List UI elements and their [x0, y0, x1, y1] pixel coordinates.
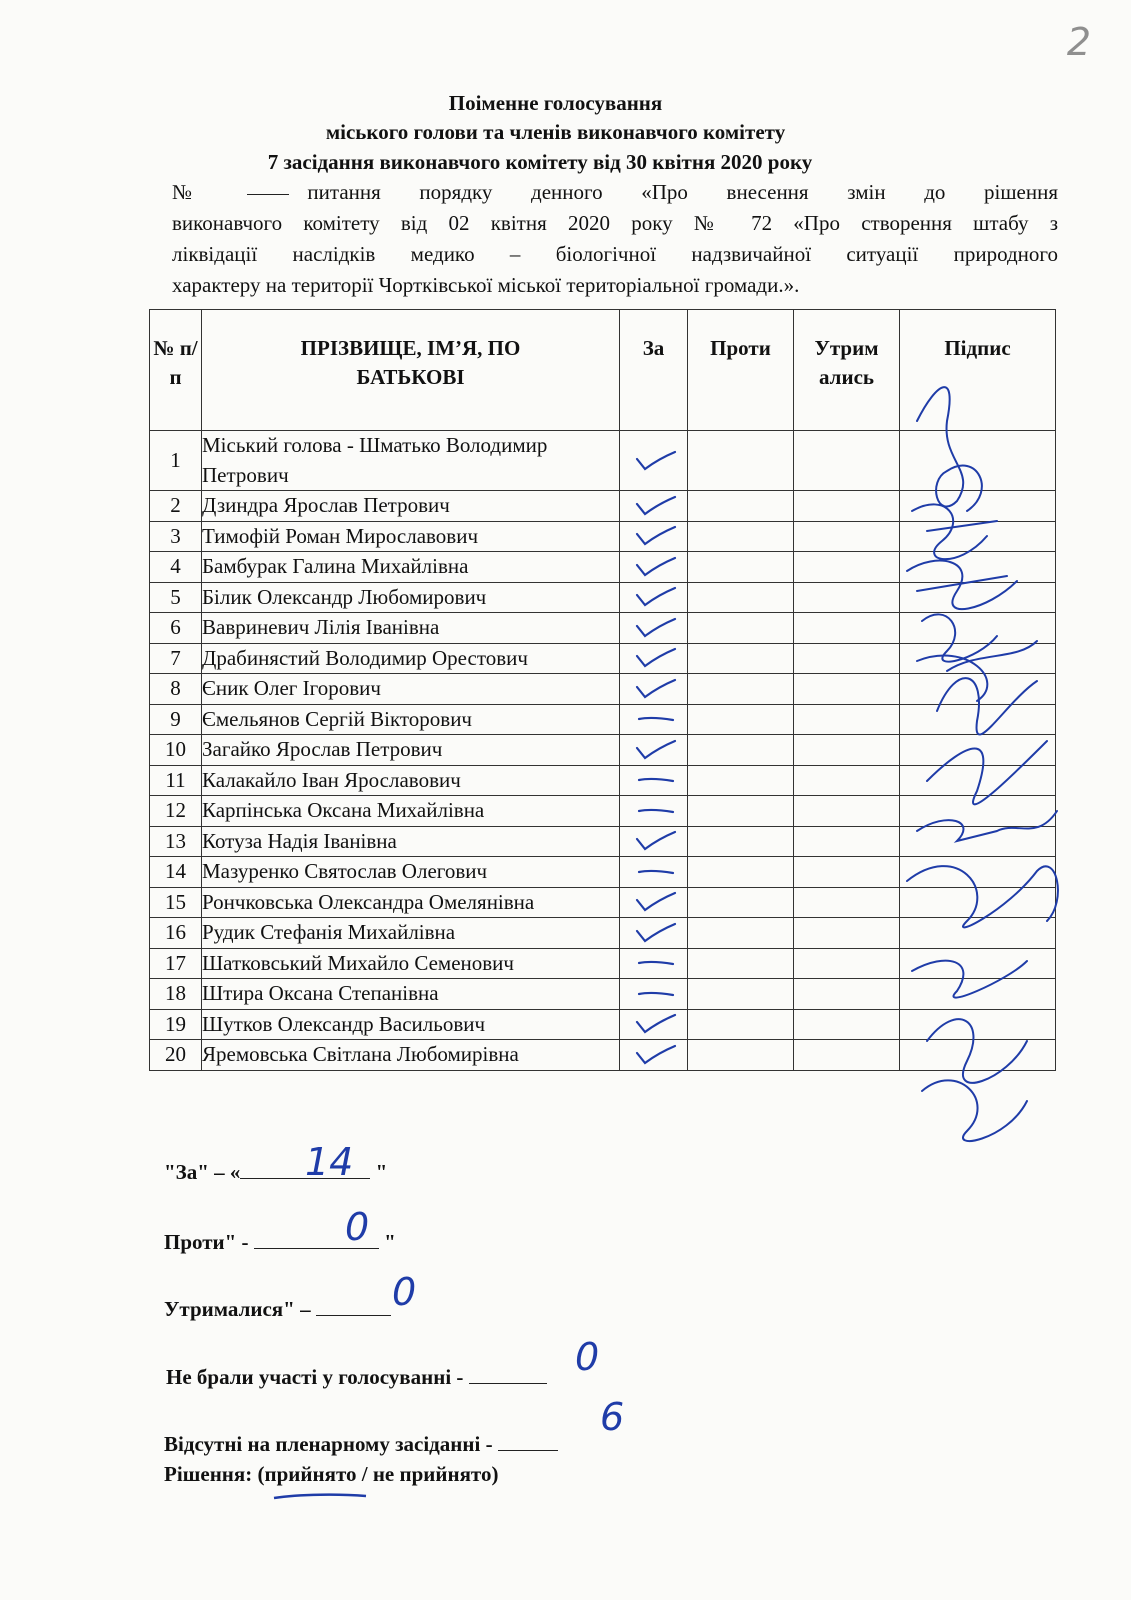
dash-icon: [629, 799, 679, 823]
agenda-number-blank: [247, 194, 289, 195]
row-number: 8: [150, 674, 202, 705]
summary-abstained-value: 0: [392, 1270, 417, 1314]
row-vote-against: [688, 948, 794, 979]
vote-table: [149, 309, 1056, 1071]
checkmark-icon: [629, 524, 679, 548]
row-name: Калакайло Іван Ярославович: [202, 765, 620, 796]
document-title: Поіменне голосування: [448, 91, 663, 115]
row-vote-against: [688, 582, 794, 613]
table-row: [150, 979, 1056, 1010]
row-vote-abstain: [794, 582, 900, 613]
row-number: 20: [150, 1040, 202, 1071]
row-number: 16: [150, 918, 202, 949]
row-vote-for: [620, 857, 688, 888]
row-signature: [900, 521, 1056, 552]
row-signature: [900, 552, 1056, 583]
row-vote-for: [620, 887, 688, 918]
row-vote-abstain: [794, 979, 900, 1010]
row-name: Білик Олександр Любомирович: [202, 582, 620, 613]
row-number: 19: [150, 1009, 202, 1040]
summary-not-voted-value: 0: [575, 1335, 600, 1379]
row-vote-abstain: [794, 491, 900, 522]
row-signature: [900, 582, 1056, 613]
row-vote-for: [620, 521, 688, 552]
row-vote-abstain: [794, 735, 900, 766]
dash-icon: [629, 951, 679, 975]
row-name: Яремовська Світлана Любомирівна: [202, 1040, 620, 1071]
checkmark-icon: [629, 677, 679, 701]
row-number: 7: [150, 643, 202, 674]
table-row: [150, 887, 1056, 918]
row-vote-against: [688, 765, 794, 796]
row-number: 5: [150, 582, 202, 613]
table-row: [150, 491, 1056, 522]
table-row: [150, 765, 1056, 796]
agenda-line-4: характеру на території Чортківської міської територіальної громади.».: [172, 273, 800, 297]
row-number: 2: [150, 491, 202, 522]
row-vote-against: [688, 1009, 794, 1040]
col-for-header: За: [620, 310, 688, 431]
row-vote-for: [620, 1040, 688, 1071]
row-vote-against: [688, 521, 794, 552]
row-vote-abstain: [794, 704, 900, 735]
row-signature: [900, 979, 1056, 1010]
row-vote-abstain: [794, 948, 900, 979]
row-vote-for: [620, 735, 688, 766]
summary-absent-label: Відсутні на пленарному засіданні -: [164, 1432, 493, 1456]
signature-12: [922, 1080, 1027, 1141]
row-name: Шутков Олександр Васильович: [202, 1009, 620, 1040]
row-name: Драбинястий Володимир Орестович: [202, 643, 620, 674]
table-row: [150, 704, 1056, 735]
row-vote-for: [620, 552, 688, 583]
row-name: Тимофій Роман Мирославович: [202, 521, 620, 552]
dash-icon: [629, 768, 679, 792]
summary-against-label: Проти" -: [164, 1230, 249, 1254]
table-row: [150, 1040, 1056, 1071]
row-signature: [900, 674, 1056, 705]
agenda-line-1: [172, 177, 1058, 208]
summary-absent-value: 6: [600, 1395, 625, 1439]
row-name: Міський голова - Шматько Володимир Петрович: [202, 431, 620, 491]
agenda-line-3: ліквідації наслідків медико – біологічної надзвичайної ситуації природного: [172, 242, 1058, 266]
row-name: Дзиндра Ярослав Петрович: [202, 491, 620, 522]
row-vote-against: [688, 857, 794, 888]
row-vote-for: [620, 918, 688, 949]
agenda-item: [172, 177, 1058, 301]
col-signature-header: Підпис: [900, 310, 1056, 431]
table-row: [150, 674, 1056, 705]
row-number: 14: [150, 857, 202, 888]
row-name: Рудик Стефанія Михайлівна: [202, 918, 620, 949]
row-name: Карпінська Оксана Михайлівна: [202, 796, 620, 827]
row-vote-against: [688, 674, 794, 705]
row-name: Шатковський Михайло Семенович: [202, 948, 620, 979]
row-vote-for: [620, 765, 688, 796]
row-name: Загайко Ярослав Петрович: [202, 735, 620, 766]
row-vote-for: [620, 491, 688, 522]
checkmark-icon: [629, 738, 679, 762]
row-vote-for: [620, 582, 688, 613]
row-signature: [900, 613, 1056, 644]
checkmark-icon: [629, 585, 679, 609]
meeting-line: 7 засідання виконавчого комітету від 30 квітня 2020 року: [267, 150, 813, 174]
table-row: [150, 521, 1056, 552]
col-abstain-header: Утрим ались: [794, 310, 900, 431]
row-vote-abstain: [794, 796, 900, 827]
checkmark-icon: [629, 646, 679, 670]
summary-absent-blank: [498, 1450, 558, 1451]
row-vote-against: [688, 431, 794, 491]
row-name: Рончковська Олександра Омелянівна: [202, 887, 620, 918]
row-name: Мазуренко Святослав Олегович: [202, 857, 620, 888]
row-vote-against: [688, 796, 794, 827]
table-row: [150, 857, 1056, 888]
summary-against-value: 0: [345, 1205, 370, 1249]
row-vote-against: [688, 826, 794, 857]
row-vote-against: [688, 887, 794, 918]
row-vote-abstain: [794, 552, 900, 583]
row-number: 17: [150, 948, 202, 979]
checkmark-icon: [629, 1012, 679, 1036]
row-vote-for: [620, 948, 688, 979]
row-vote-against: [688, 979, 794, 1010]
checkmark-icon: [629, 921, 679, 945]
summary-against-close: ": [384, 1230, 396, 1254]
row-signature: [900, 1040, 1056, 1071]
table-row: [150, 582, 1056, 613]
row-signature: [900, 857, 1056, 888]
row-vote-abstain: [794, 643, 900, 674]
row-name: Штира Оксана Степанівна: [202, 979, 620, 1010]
summary-not-voted-blank: [469, 1383, 547, 1384]
row-signature: [900, 643, 1056, 674]
row-number: 11: [150, 765, 202, 796]
table-row: [150, 918, 1056, 949]
row-vote-abstain: [794, 1009, 900, 1040]
row-vote-against: [688, 918, 794, 949]
row-vote-abstain: [794, 887, 900, 918]
row-signature: [900, 918, 1056, 949]
row-vote-for: [620, 1009, 688, 1040]
table-row: [150, 552, 1056, 583]
row-vote-abstain: [794, 765, 900, 796]
row-vote-against: [688, 552, 794, 583]
row-signature: [900, 826, 1056, 857]
table-row: [150, 948, 1056, 979]
table-row: [150, 735, 1056, 766]
row-signature: [900, 796, 1056, 827]
summary-for-label: "За" – «: [164, 1160, 241, 1184]
row-number: 3: [150, 521, 202, 552]
dash-icon: [629, 707, 679, 731]
row-vote-against: [688, 704, 794, 735]
checkmark-icon: [629, 449, 679, 473]
decision-underline: [270, 1490, 370, 1502]
summary-not-voted-label: Не брали участі у голосуванні -: [166, 1365, 464, 1389]
row-name: Котуза Надія Іванівна: [202, 826, 620, 857]
col-against-header: Проти: [688, 310, 794, 431]
row-name: Ємельянов Сергій Вікторович: [202, 704, 620, 735]
row-vote-abstain: [794, 826, 900, 857]
row-vote-abstain: [794, 674, 900, 705]
summary-absent: [164, 1432, 558, 1457]
row-number: 10: [150, 735, 202, 766]
row-number: 12: [150, 796, 202, 827]
col-num-header: № п/п: [150, 310, 202, 431]
dash-icon: [629, 982, 679, 1006]
checkmark-icon: [629, 829, 679, 853]
table-row: [150, 643, 1056, 674]
row-vote-for: [620, 643, 688, 674]
checkmark-icon: [629, 555, 679, 579]
col-name-header: ПРІЗВИЩЕ, ІМ’Я, ПО БАТЬКОВІ: [202, 310, 620, 431]
agenda-line-2: виконавчого комітету від 02 квітня 2020 року № 72 «Про створення штабу з: [172, 211, 1058, 235]
row-signature: [900, 735, 1056, 766]
row-vote-abstain: [794, 857, 900, 888]
row-number: 9: [150, 704, 202, 735]
summary-decision: Рішення: (прийнято / не прийнято): [164, 1462, 499, 1486]
table-row: [150, 826, 1056, 857]
row-signature: [900, 704, 1056, 735]
row-vote-abstain: [794, 431, 900, 491]
table-row: [150, 1009, 1056, 1040]
row-vote-for: [620, 613, 688, 644]
row-vote-abstain: [794, 918, 900, 949]
row-signature: [900, 765, 1056, 796]
row-number: 13: [150, 826, 202, 857]
row-number: 15: [150, 887, 202, 918]
row-vote-against: [688, 735, 794, 766]
checkmark-icon: [629, 890, 679, 914]
row-vote-for: [620, 979, 688, 1010]
row-signature: [900, 431, 1056, 491]
summary-for-value: 14: [305, 1140, 354, 1184]
checkmark-icon: [629, 1043, 679, 1067]
table-row: [150, 431, 1056, 491]
row-name: Бамбурак Галина Михайлівна: [202, 552, 620, 583]
summary-abstained-blank: [316, 1315, 391, 1316]
document-subtitle: міського голови та членів виконавчого комітету: [325, 120, 786, 144]
agenda-number-sign: №: [172, 180, 226, 204]
row-vote-against: [688, 491, 794, 522]
row-name: Вавриневич Лілія Іванівна: [202, 613, 620, 644]
row-vote-abstain: [794, 613, 900, 644]
row-vote-for: [620, 431, 688, 491]
dash-icon: [629, 860, 679, 884]
page-number: 2: [1066, 20, 1091, 64]
table-header-row: [150, 310, 1056, 431]
summary-for-close: ": [375, 1160, 388, 1184]
row-vote-against: [688, 643, 794, 674]
summary-for: [164, 1160, 387, 1185]
row-name: Єник Олег Ігорович: [202, 674, 620, 705]
row-vote-abstain: [794, 521, 900, 552]
summary-not-voted: [166, 1365, 547, 1390]
row-number: 4: [150, 552, 202, 583]
checkmark-icon: [629, 616, 679, 640]
row-vote-for: [620, 796, 688, 827]
row-signature: [900, 887, 1056, 918]
row-number: 6: [150, 613, 202, 644]
table-row: [150, 796, 1056, 827]
row-vote-against: [688, 1040, 794, 1071]
agenda-text: питання порядку денного «Про внесення змін до рішення: [307, 180, 1058, 204]
row-signature: [900, 948, 1056, 979]
row-number: 18: [150, 979, 202, 1010]
row-signature: [900, 491, 1056, 522]
row-vote-against: [688, 613, 794, 644]
row-signature: [900, 1009, 1056, 1040]
row-vote-for: [620, 704, 688, 735]
row-number: 1: [150, 431, 202, 491]
summary-abstained: [164, 1297, 391, 1322]
checkmark-icon: [629, 494, 679, 518]
row-vote-abstain: [794, 1040, 900, 1071]
row-vote-for: [620, 826, 688, 857]
table-row: [150, 613, 1056, 644]
row-vote-for: [620, 674, 688, 705]
summary-abstained-label: Утрималися" –: [164, 1297, 311, 1321]
